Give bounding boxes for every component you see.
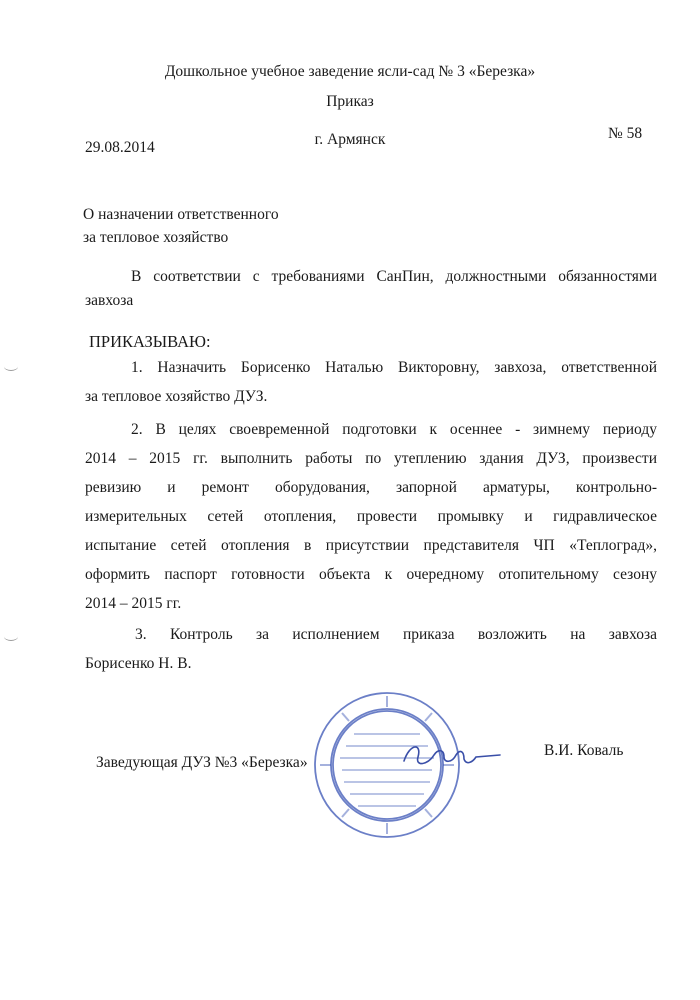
subject-line-1: О назначении ответственного bbox=[83, 206, 279, 223]
item-2-line-3: ревизию и ремонт оборудования, запорной арматуры, контрольно- bbox=[85, 479, 657, 496]
item-2-line-5: испытание сетей отопления в присутствии представителя ЧП «Теплоград», bbox=[85, 537, 657, 554]
item-3-line-2: Борисенко Н. В. bbox=[85, 655, 192, 672]
item-2-line-6: оформить паспорт готовности объекта к очередному отопительному сезону bbox=[85, 566, 657, 583]
preamble-line-2: завхоза bbox=[85, 292, 134, 309]
item-1-line-1: 1. Назначить Борисенко Наталью Викторовну, завхоза, ответственной bbox=[131, 359, 657, 376]
item-2-line-1: 2. В целях своевременной подготовки к осеннее - зимнему периоду bbox=[131, 421, 657, 438]
signatory-position: Заведующая ДУЗ №3 «Березка» bbox=[96, 754, 308, 771]
scan-edge-mark bbox=[4, 362, 18, 371]
item-3-line-1: 3. Контроль за исполнением приказа возложить на завхоза bbox=[135, 626, 657, 643]
document-type: Приказ bbox=[326, 93, 374, 110]
item-2-line-7: 2014 – 2015 гг. bbox=[85, 595, 182, 612]
preamble-line-1: В соответствии с требованиями СанПин, должностными обязанностями bbox=[131, 268, 657, 285]
handwritten-signature bbox=[400, 735, 505, 775]
subject-line-2: за тепловое хозяйство bbox=[83, 229, 229, 246]
order-word: ПРИКАЗЫВАЮ: bbox=[89, 332, 211, 351]
scan-edge-mark bbox=[4, 632, 18, 641]
item-2-line-2: 2014 – 2015 гг. выполнить работы по утеплению здания ДУЗ, произвести bbox=[85, 450, 657, 467]
order-city: г. Армянск bbox=[314, 131, 386, 148]
item-1-line-2: за тепловое хозяйство ДУЗ. bbox=[85, 388, 268, 405]
signatory-name: В.И. Коваль bbox=[544, 742, 624, 759]
institution-name: Дошкольное учебное заведение ясли-сад № 3 «Березка» bbox=[164, 63, 536, 80]
item-2-line-4: измерительных сетей отопления, провести промывку и гидравлическое bbox=[85, 508, 657, 525]
order-date: 29.08.2014 bbox=[85, 139, 155, 156]
order-number: № 58 bbox=[608, 125, 643, 142]
